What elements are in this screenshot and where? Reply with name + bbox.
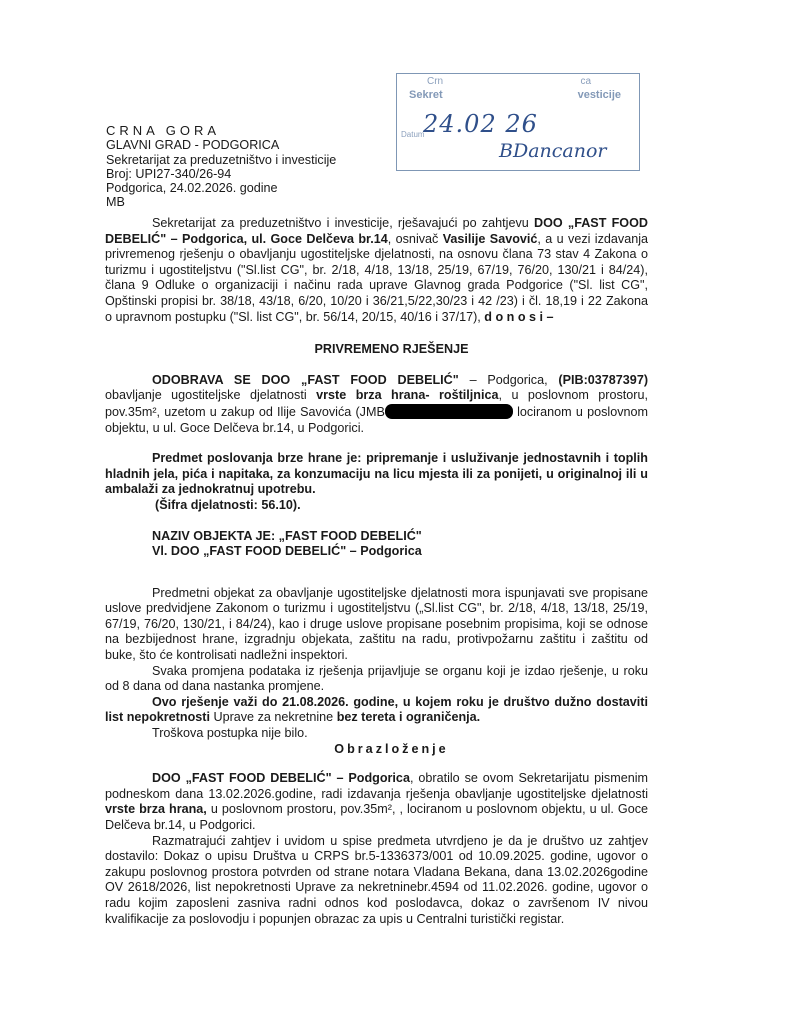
reasoning-paragraph-2: [105, 834, 648, 928]
validity-paragraph: [105, 695, 648, 726]
object-owner: Vl. DOO „FAST FOOD DEBELIĆ" – Podgorica: [152, 544, 422, 559]
header-number: Broj: UPI27-340/26-94: [106, 166, 232, 181]
header-department: Sekretarijat za preduzetništvo i investicije: [106, 152, 337, 167]
bold-text-run: DOO „FAST FOOD DEBELIĆ" – Podgorica, ul. Goce Delčeva br.14: [105, 216, 648, 246]
bold-text-run: ODOBRAVA SE DOO „FAST FOOD DEBELIĆ": [152, 372, 459, 387]
bold-text-run: d o n o s i –: [484, 309, 554, 324]
stamp-text: Sekret: [409, 89, 443, 101]
header-initials: MB: [106, 195, 125, 210]
document-header: [106, 124, 336, 210]
activity-code: (Šifra djelatnosti: 56.10).: [155, 497, 301, 512]
decision-title: PRIVREMENO RJEŠENJE: [314, 342, 469, 357]
object-name: NAZIV OBJEKTA JE: „FAST FOOD DEBELIĆ": [152, 528, 422, 543]
text-run: Predmetni objekat za obavljanje ugostiteljske djelatnosti mora ispunjavati sve propisane uslove predvidjene Zakonom o turizmu i ugostiteljstvu („Sl.list CG", br. 2/18, 4/18, 13/18, 25/19, 67/19, 76/20, 130/21, i 84/24), kao i druge uslove propisane posebnim propisima, koji se odnose na bezbijednost hrane, izgradnju objekata, zaštitu na radu, protivpožarnu zaštitu i zaštitu od buke, što će kontrolisati nadležni inspektori.: [105, 585, 648, 663]
stamp-handwritten-date: 24.02 26: [423, 110, 538, 138]
header-place-date: Podgorica, 24.02.2026. godine: [106, 181, 278, 196]
stamp-signature: BDancanor: [499, 140, 607, 162]
text-run: , obratilo se ovom Sekretarijatu pismenim podneskom dana 13.02.2026.godine, radi izdavanja rješenja obavljanje ugostiteljske djelatnosti: [105, 771, 649, 801]
bold-text-run: vrste brza hrana,: [105, 802, 207, 817]
reasoning-paragraph-1: [105, 771, 648, 833]
registry-stamp: [396, 73, 640, 171]
stamp-date-label: Datum: [401, 130, 425, 139]
subject-paragraph: [105, 451, 648, 498]
bold-text-run: Ovo rješenje važi do 21.08.2026. godine, u kojem roku je društvo dužno dostaviti list nepokretnosti: [105, 694, 648, 725]
intro-paragraph: [105, 216, 648, 325]
document-body: [105, 216, 648, 927]
header-country: CRNA GORA: [106, 123, 221, 138]
text-run: lociranom u poslovnom objektu, u ul. Goce Delčeva br.14, u Podgorici.: [105, 404, 648, 435]
text-run: , u poslovnom prostoru, pov.35m², uzetom u zakup od Ilije Savovića (JMB: [105, 388, 648, 419]
text-run: Sekretarijat za preduzetništvo i investicije, rješavajući po zahtjevu: [152, 216, 534, 230]
text-run: – Podgorica,: [458, 372, 559, 387]
text-run: Uprave za nekretnine: [213, 710, 337, 725]
stamp-text: ca: [580, 76, 591, 87]
text-run: Svaka promjena podataka iz rješenja prijavljuje se organu koji je izdao rješenje, u roku od 8 dana od dana nastanka promjene.: [105, 663, 648, 694]
bold-text-run: DOO „FAST FOOD DEBELIĆ" – Podgorica: [152, 771, 410, 786]
bold-text-run: bez tereta i ograničenja.: [336, 710, 481, 725]
text-run: u poslovnom prostoru, pov.35m², , lociranom u poslovnom objektu, u ul. Goce Delčeva br.14, u Podgorici.: [105, 802, 649, 832]
stamp-text: Crn: [427, 76, 444, 87]
bold-text-run: vrste brza hrana- roštiljnica: [316, 388, 499, 403]
stamp-text: vesticije: [577, 89, 621, 101]
approval-paragraph: [105, 373, 648, 436]
reasoning-title: Obrazloženje: [334, 741, 449, 756]
bold-text-run: Vasilije Savović: [442, 231, 538, 246]
text-run: obavljanje ugostiteljske djelatnosti: [105, 388, 317, 403]
text-run: , osnivač: [387, 231, 443, 246]
costs-line: Troškova postupka nije bilo.: [152, 726, 308, 741]
bold-text-run: Predmet poslovanja brze hrane je: pripremanje i usluživanje jednostavnih i toplih hladnih jela, pića i napitaka, za konzumaciju na licu mjesta ili za ponijeti, u originalnoj ili u ambalaži za jednokratnuj upotrebu.: [105, 451, 648, 497]
text-run: Razmatrajući zahtjev i uvidom u spise predmeta utvrdjeno je da je društvo uz zahtjev dostavilo: Dokaz o upisu Društva u CRPS br.5-1336373/001 od 10.09.2025. godine, ugovor o zakupu poslovnog prostora potvrden od strane notara Vladana Bekana, dana 13.02.2026godine OV 2618/2026, list nepokretnosti Uprave za nekretninebr.4594 od 11.02.2026. godine, ugovor o radu kojim zaposleni zasniva radni odnos kod poslodavca, dokaz o završenom IV nivou kvalifikacije za poslovodju i popunjen obrazac za upis u Centralni turistički registar.: [105, 833, 648, 926]
header-city: GLAVNI GRAD - PODGORICA: [106, 138, 280, 153]
text-run: , a u vezi izdavanja privremenog rješenju o obavljanju ugostiteljske djelatnosti, na osnovu člana 73 stav 4 Zakona o turizmu i ugostiteljstvu ("Sl.list CG", br. 2/18, 4/18, 13/18, 25/19, 67/19, 76/20, 130/21 i 84/24), člana 9 Odluke o organizaciji i načinu rada uprave Glavnog grada Podgorice ("Sl. list CG", Opštinski propisi br. 38/18, 43/18, 6/20, 10/20 i 36/21,5/22,30/23 i 42 /23) i čl. 18,19 i 22 Zakona o upravnom postupku ("Sl. list CG", br. 56/14, 20/15, 40/16 i 37/17),: [105, 231, 649, 324]
redaction-bar: [385, 404, 513, 419]
bold-text-run: (PIB:03787397): [558, 372, 649, 387]
changes-paragraph: [105, 664, 648, 695]
conditions-paragraph: [105, 586, 648, 664]
